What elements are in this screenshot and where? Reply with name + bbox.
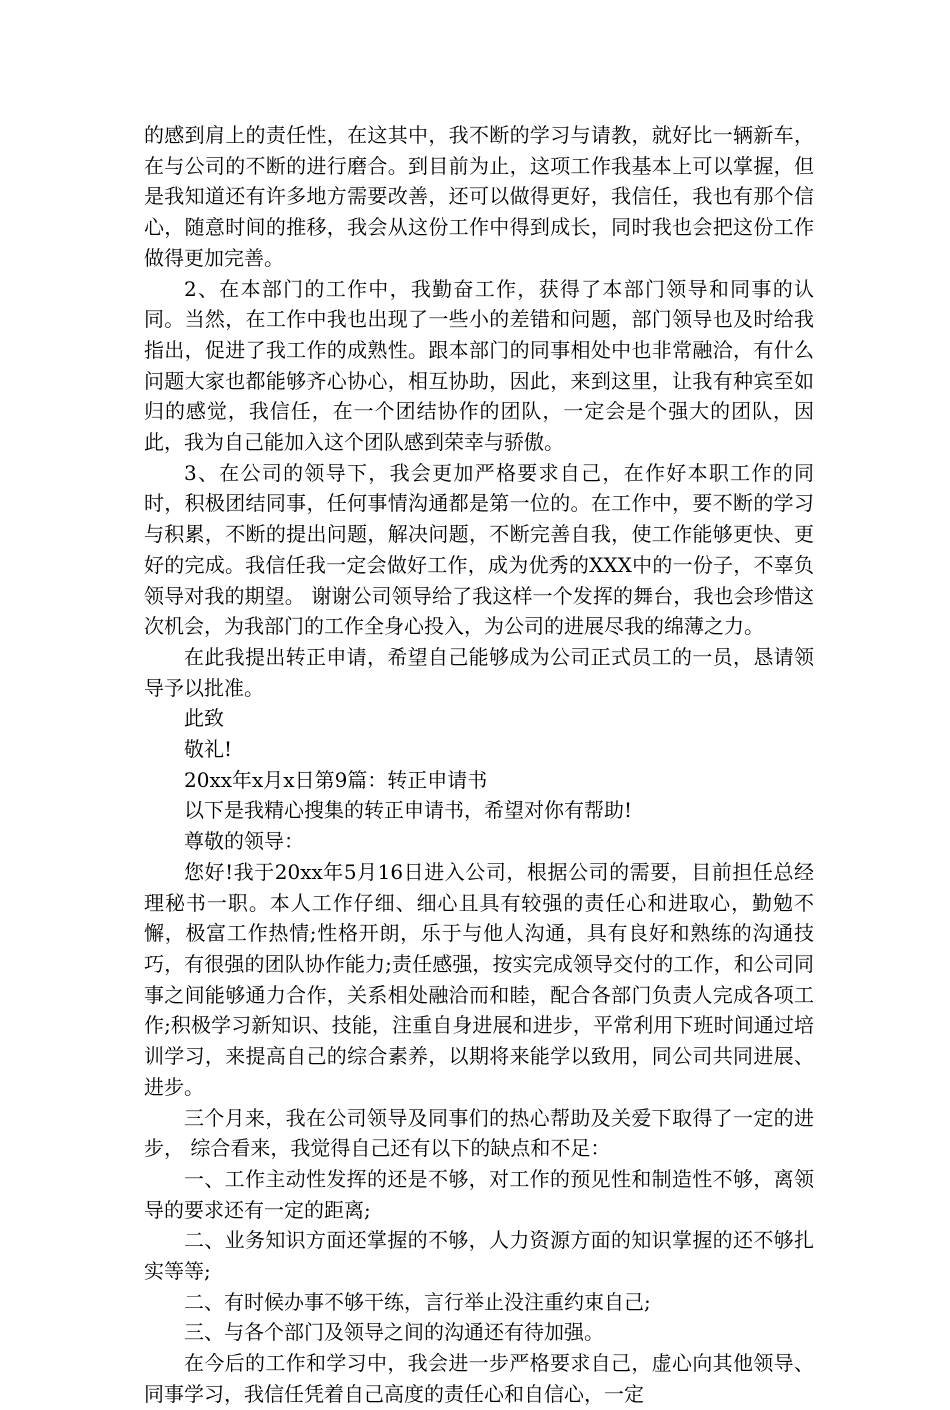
closing-salutation: 此致 — [184, 706, 224, 731]
greeting: 尊敬的领导： — [184, 829, 304, 854]
paragraph-future: 在今后的工作和学习中，我会进一步严格要求自己，虚心向其他领导、同事学习，我信任凭着自己高度的责任心和自信心，一定 — [144, 1351, 814, 1406]
date-and-section-title: 20xx年x月x日第9篇：转正申请书 — [184, 767, 488, 792]
paragraph-1: 的感到肩上的责任性，在这其中，我不断的学习与请教，就好比一辆新车，在与公司的不断的进行磨合。到目前为止，这项工作我基本上可以掌握，但是我知道还有许多地方需要改善，还可以做得更好，我信任，我也有那个信心，随意时间的推移，我会从这份工作中得到成长，同时我也会把这份工作做得更加完善。 — [144, 123, 814, 270]
closing-regards: 敬礼! — [184, 737, 233, 762]
shortcoming-4: 三、与各个部门及领导之间的沟通还有待加强。 — [184, 1320, 604, 1345]
shortcoming-2: 二、业务知识方面还掌握的不够，人力资源方面的知识掌握的还不够扎实等等; — [144, 1228, 814, 1284]
shortcoming-1: 一、工作主动性发挥的还是不够，对工作的预见性和制造性不够，离领导的要求还有一定的距离; — [144, 1166, 814, 1222]
paragraph-3: 3、在公司的领导下，我会更加严格要求自己，在作好本职工作的同时，积极团结同事，任何事情沟通都是第一位的。在工作中，要不断的学习与积累，不断的提出问题，解决问题，不断完善自我，使工作能够更快、更好的完成。我信任我一定会做好工作，成为优秀的XXX中的一份子，不辜负领导对我的期望。 谢谢公司领导给了我这样一个发挥的舞台，我也会珍惜这次机会，为我部门的工作全身心投入，为公司的进展尽我的绵薄之力。 — [144, 460, 814, 639]
paragraph-2: 2、在本部门的工作中，我勤奋工作，获得了本部门领导和同事的认同。当然，在工作中我也出现了一些小的差错和问题，部门领导也及时给我指出，促进了我工作的成熟性。跟本部门的同事相处中也非常融洽，有什么问题大家也都能够齐心协心，相互协助，因此，来到这里，让我有种宾至如归的感觉，我信任，在一个团结协作的团队，一定会是个强大的团队，因此，我为自己能加入这个团队感到荣幸与骄傲。 — [144, 276, 814, 455]
document-page — [144, 120, 814, 1410]
paragraph-body-2: 三个月来，我在公司领导及同事们的热心帮助及关爱下取得了一定的进步， 综合看来，我觉得自己还有以下的缺点和不足： — [144, 1105, 814, 1161]
shortcoming-3: 二、有时候办事不够干练，言行举止没注重约束自己; — [184, 1289, 651, 1314]
paragraph-4: 在此我提出转正申请，希望自己能够成为公司正式员工的一员，恳请领导予以批准。 — [144, 644, 814, 700]
paragraph-body-1: 您好!我于20xx年5月16日进入公司，根据公司的需要，目前担任总经理秘书一职。本人工作仔细、细心且具有较强的责任心和进取心，勤勉不懈，极富工作热情;性格开朗，乐于与他人沟通，具有良好和熟练的沟通技巧，有很强的团队协作能力;责任感强，按实完成领导交付的工作，和公司同事之间能够通力合作，关系相处融洽而和睦，配合各部门负责人完成各项工作;积极学习新知识、技能，注重自身进展和进步，平常利用下班时间通过培训学习，来提高自己的综合素养，以期将来能学以致用，同公司共同进展、进步。 — [144, 859, 814, 1099]
intro-line: 以下是我精心搜集的转正申请书，希望对你有帮助! — [184, 798, 633, 823]
